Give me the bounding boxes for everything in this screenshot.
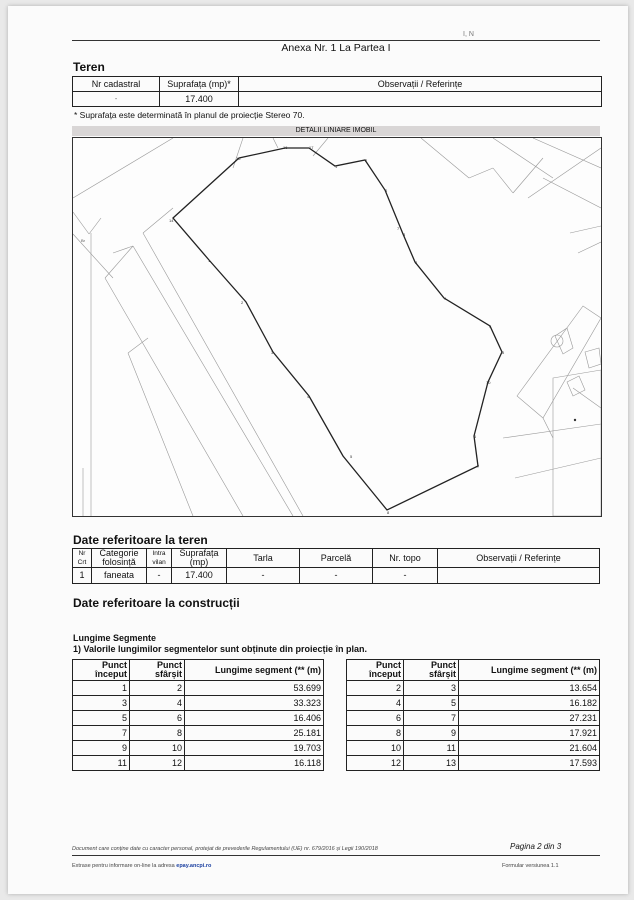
col-punct-sfarsit: Punct sfârșit bbox=[130, 660, 185, 681]
parcel-boundary bbox=[173, 148, 502, 510]
edge-label: 3 bbox=[271, 350, 274, 355]
vertex-label: 2 bbox=[365, 158, 368, 163]
vertex-label: 3 bbox=[403, 232, 406, 237]
lungime-subtitle: 1) Valorile lungimilor segmentelor sunt obținute din proiecție în plan. bbox=[73, 644, 368, 654]
table-row bbox=[347, 741, 600, 756]
segment-table-right bbox=[346, 659, 600, 771]
cell: 21.604 bbox=[459, 741, 600, 756]
teren-table bbox=[72, 76, 602, 107]
parcel-map-svg bbox=[73, 138, 601, 516]
cell: 16.182 bbox=[459, 696, 600, 711]
col-punct-sfarsit: Punct sfârșit bbox=[404, 660, 459, 681]
cell: 8 bbox=[130, 726, 185, 741]
cell: 13 bbox=[404, 756, 459, 771]
document-page bbox=[8, 6, 628, 894]
cell-tarla: - bbox=[227, 568, 300, 584]
edge-label: 2 bbox=[241, 300, 244, 305]
cell: 4 bbox=[130, 696, 185, 711]
date-teren-table bbox=[72, 548, 600, 584]
cell-nr-cadastral: - bbox=[73, 92, 160, 107]
table-row bbox=[73, 711, 324, 726]
cell: 12 bbox=[347, 756, 404, 771]
corner-mark: I, N bbox=[463, 31, 474, 38]
cell: 16.406 bbox=[185, 711, 324, 726]
col-intravilan: Intra vilan bbox=[147, 549, 172, 568]
vertex-label: 6 bbox=[474, 434, 477, 439]
col-lungime: Lungime segment (** (m) bbox=[185, 660, 324, 681]
parcel-map bbox=[72, 137, 602, 517]
edge-label: 5 bbox=[350, 454, 353, 459]
vertex-label: 7 bbox=[477, 464, 480, 469]
table-row bbox=[73, 681, 324, 696]
col-nr-crt: Nr Crt bbox=[73, 549, 92, 568]
col-lungime: Lungime segment (** (m) bbox=[459, 660, 600, 681]
vertex-label: 17 bbox=[309, 145, 314, 150]
cell: 9 bbox=[73, 741, 130, 756]
edge-label: 8 bbox=[415, 260, 418, 265]
cell: 1 bbox=[73, 681, 130, 696]
extract-prefix: Extrase pentru informare on-line la adresa bbox=[72, 863, 175, 869]
table-row bbox=[347, 726, 600, 741]
cell: 7 bbox=[73, 726, 130, 741]
cell: 5 bbox=[73, 711, 130, 726]
cell: 27.231 bbox=[459, 711, 600, 726]
cell: 17.921 bbox=[459, 726, 600, 741]
cell: 12 bbox=[130, 756, 185, 771]
footer-divider bbox=[72, 855, 600, 856]
map-title: DETALII LINIARE IMOBIL bbox=[72, 126, 600, 136]
teren-note: * Suprafața este determinată în planul de proiecție Stereo 70. bbox=[74, 110, 305, 120]
table-row bbox=[347, 681, 600, 696]
cell: 3 bbox=[404, 681, 459, 696]
edge-label: 4 bbox=[307, 394, 310, 399]
cell: 6 bbox=[130, 711, 185, 726]
cell-intravilan: - bbox=[147, 568, 172, 584]
edge-label: 7 bbox=[397, 226, 400, 231]
edge-labels bbox=[208, 188, 492, 459]
col-suprafata: Suprafața (mp)* bbox=[160, 77, 239, 92]
side-mark: Br bbox=[81, 238, 85, 243]
vertex-label: 4 bbox=[444, 296, 447, 301]
cell: 19.703 bbox=[185, 741, 324, 756]
vertex-label: 16 bbox=[283, 145, 288, 150]
cell: 25.181 bbox=[185, 726, 324, 741]
vertex-labels bbox=[169, 145, 505, 515]
cell: 2 bbox=[347, 681, 404, 696]
cell: 33.323 bbox=[185, 696, 324, 711]
col-parcela: Parcelă bbox=[300, 549, 373, 568]
col-categorie: Categorie folosință bbox=[92, 549, 147, 568]
cell: 4 bbox=[347, 696, 404, 711]
col-observatii: Observații / Referințe bbox=[438, 549, 600, 568]
constructii-title: Date referitoare la construcții bbox=[73, 596, 240, 610]
cell: 10 bbox=[347, 741, 404, 756]
vertex-label: 15 bbox=[236, 156, 241, 161]
teren-title: Teren bbox=[73, 60, 105, 74]
extract-link[interactable]: epay.ancpi.ro bbox=[176, 863, 212, 869]
cell: 16.118 bbox=[185, 756, 324, 771]
col-nr-topo: Nr. topo bbox=[373, 549, 438, 568]
col-suprafata: Suprafața (mp) bbox=[172, 549, 227, 568]
map-dot bbox=[574, 419, 576, 421]
cell-suprafata: 17.400 bbox=[160, 92, 239, 107]
cell: 13.654 bbox=[459, 681, 600, 696]
cell: 11 bbox=[73, 756, 130, 771]
table-row bbox=[73, 741, 324, 756]
cell: 17.593 bbox=[459, 756, 600, 771]
col-tarla: Tarla bbox=[227, 549, 300, 568]
cell: 7 bbox=[404, 711, 459, 726]
table-row bbox=[347, 696, 600, 711]
table-row bbox=[347, 711, 600, 726]
cell-observatii bbox=[239, 92, 602, 107]
cell-suprafata: 17.400 bbox=[172, 568, 227, 584]
table-row bbox=[347, 756, 600, 771]
background-parcels bbox=[73, 138, 601, 516]
edge-label: 1 bbox=[208, 258, 211, 263]
cell-observatii bbox=[438, 568, 600, 584]
edge-label: 9 bbox=[489, 324, 492, 329]
extract-note bbox=[72, 863, 211, 869]
privacy-note: Document care conține date cu caracter personal, protejat de prevederile Regulamentului (UE) nr. 679/2016 și Legii 190/2018 bbox=[72, 846, 378, 852]
col-observatii: Observații / Referințe bbox=[239, 77, 602, 92]
cell: 11 bbox=[404, 741, 459, 756]
table-row bbox=[73, 696, 324, 711]
vertex-label: 14 bbox=[169, 218, 174, 223]
vertex-label: 5 bbox=[502, 350, 505, 355]
form-version: Formular versiunea 1.1 bbox=[502, 863, 559, 869]
cell-nr-crt: 1 bbox=[73, 568, 92, 584]
table-row bbox=[73, 756, 324, 771]
edge-label: 6 bbox=[385, 188, 388, 193]
cell: 10 bbox=[130, 741, 185, 756]
cell: 2 bbox=[130, 681, 185, 696]
page-number: Pagina 2 din 3 bbox=[510, 842, 562, 851]
cell-categorie: faneata bbox=[92, 568, 147, 584]
cell-parcela: - bbox=[300, 568, 373, 584]
vertex-label: 1 bbox=[335, 164, 338, 169]
cell: 53.699 bbox=[185, 681, 324, 696]
cell: 8 bbox=[347, 726, 404, 741]
page-title: Anexa Nr. 1 La Partea I bbox=[72, 40, 600, 54]
table-row bbox=[73, 726, 324, 741]
col-punct-inceput: Punct început bbox=[347, 660, 404, 681]
segment-table-left bbox=[72, 659, 324, 771]
cell: 3 bbox=[73, 696, 130, 711]
col-punct-inceput: Punct început bbox=[73, 660, 130, 681]
cell: 5 bbox=[404, 696, 459, 711]
date-teren-title: Date referitoare la teren bbox=[73, 533, 208, 547]
cell: 6 bbox=[347, 711, 404, 726]
vertex-label: 8 bbox=[387, 510, 390, 515]
cell: 9 bbox=[404, 726, 459, 741]
edge-label: 10 bbox=[486, 380, 491, 385]
cell-nr-topo: - bbox=[373, 568, 438, 584]
lungime-title: Lungime Segmente bbox=[73, 633, 157, 643]
col-nr-cadastral: Nr cadastral bbox=[73, 77, 160, 92]
